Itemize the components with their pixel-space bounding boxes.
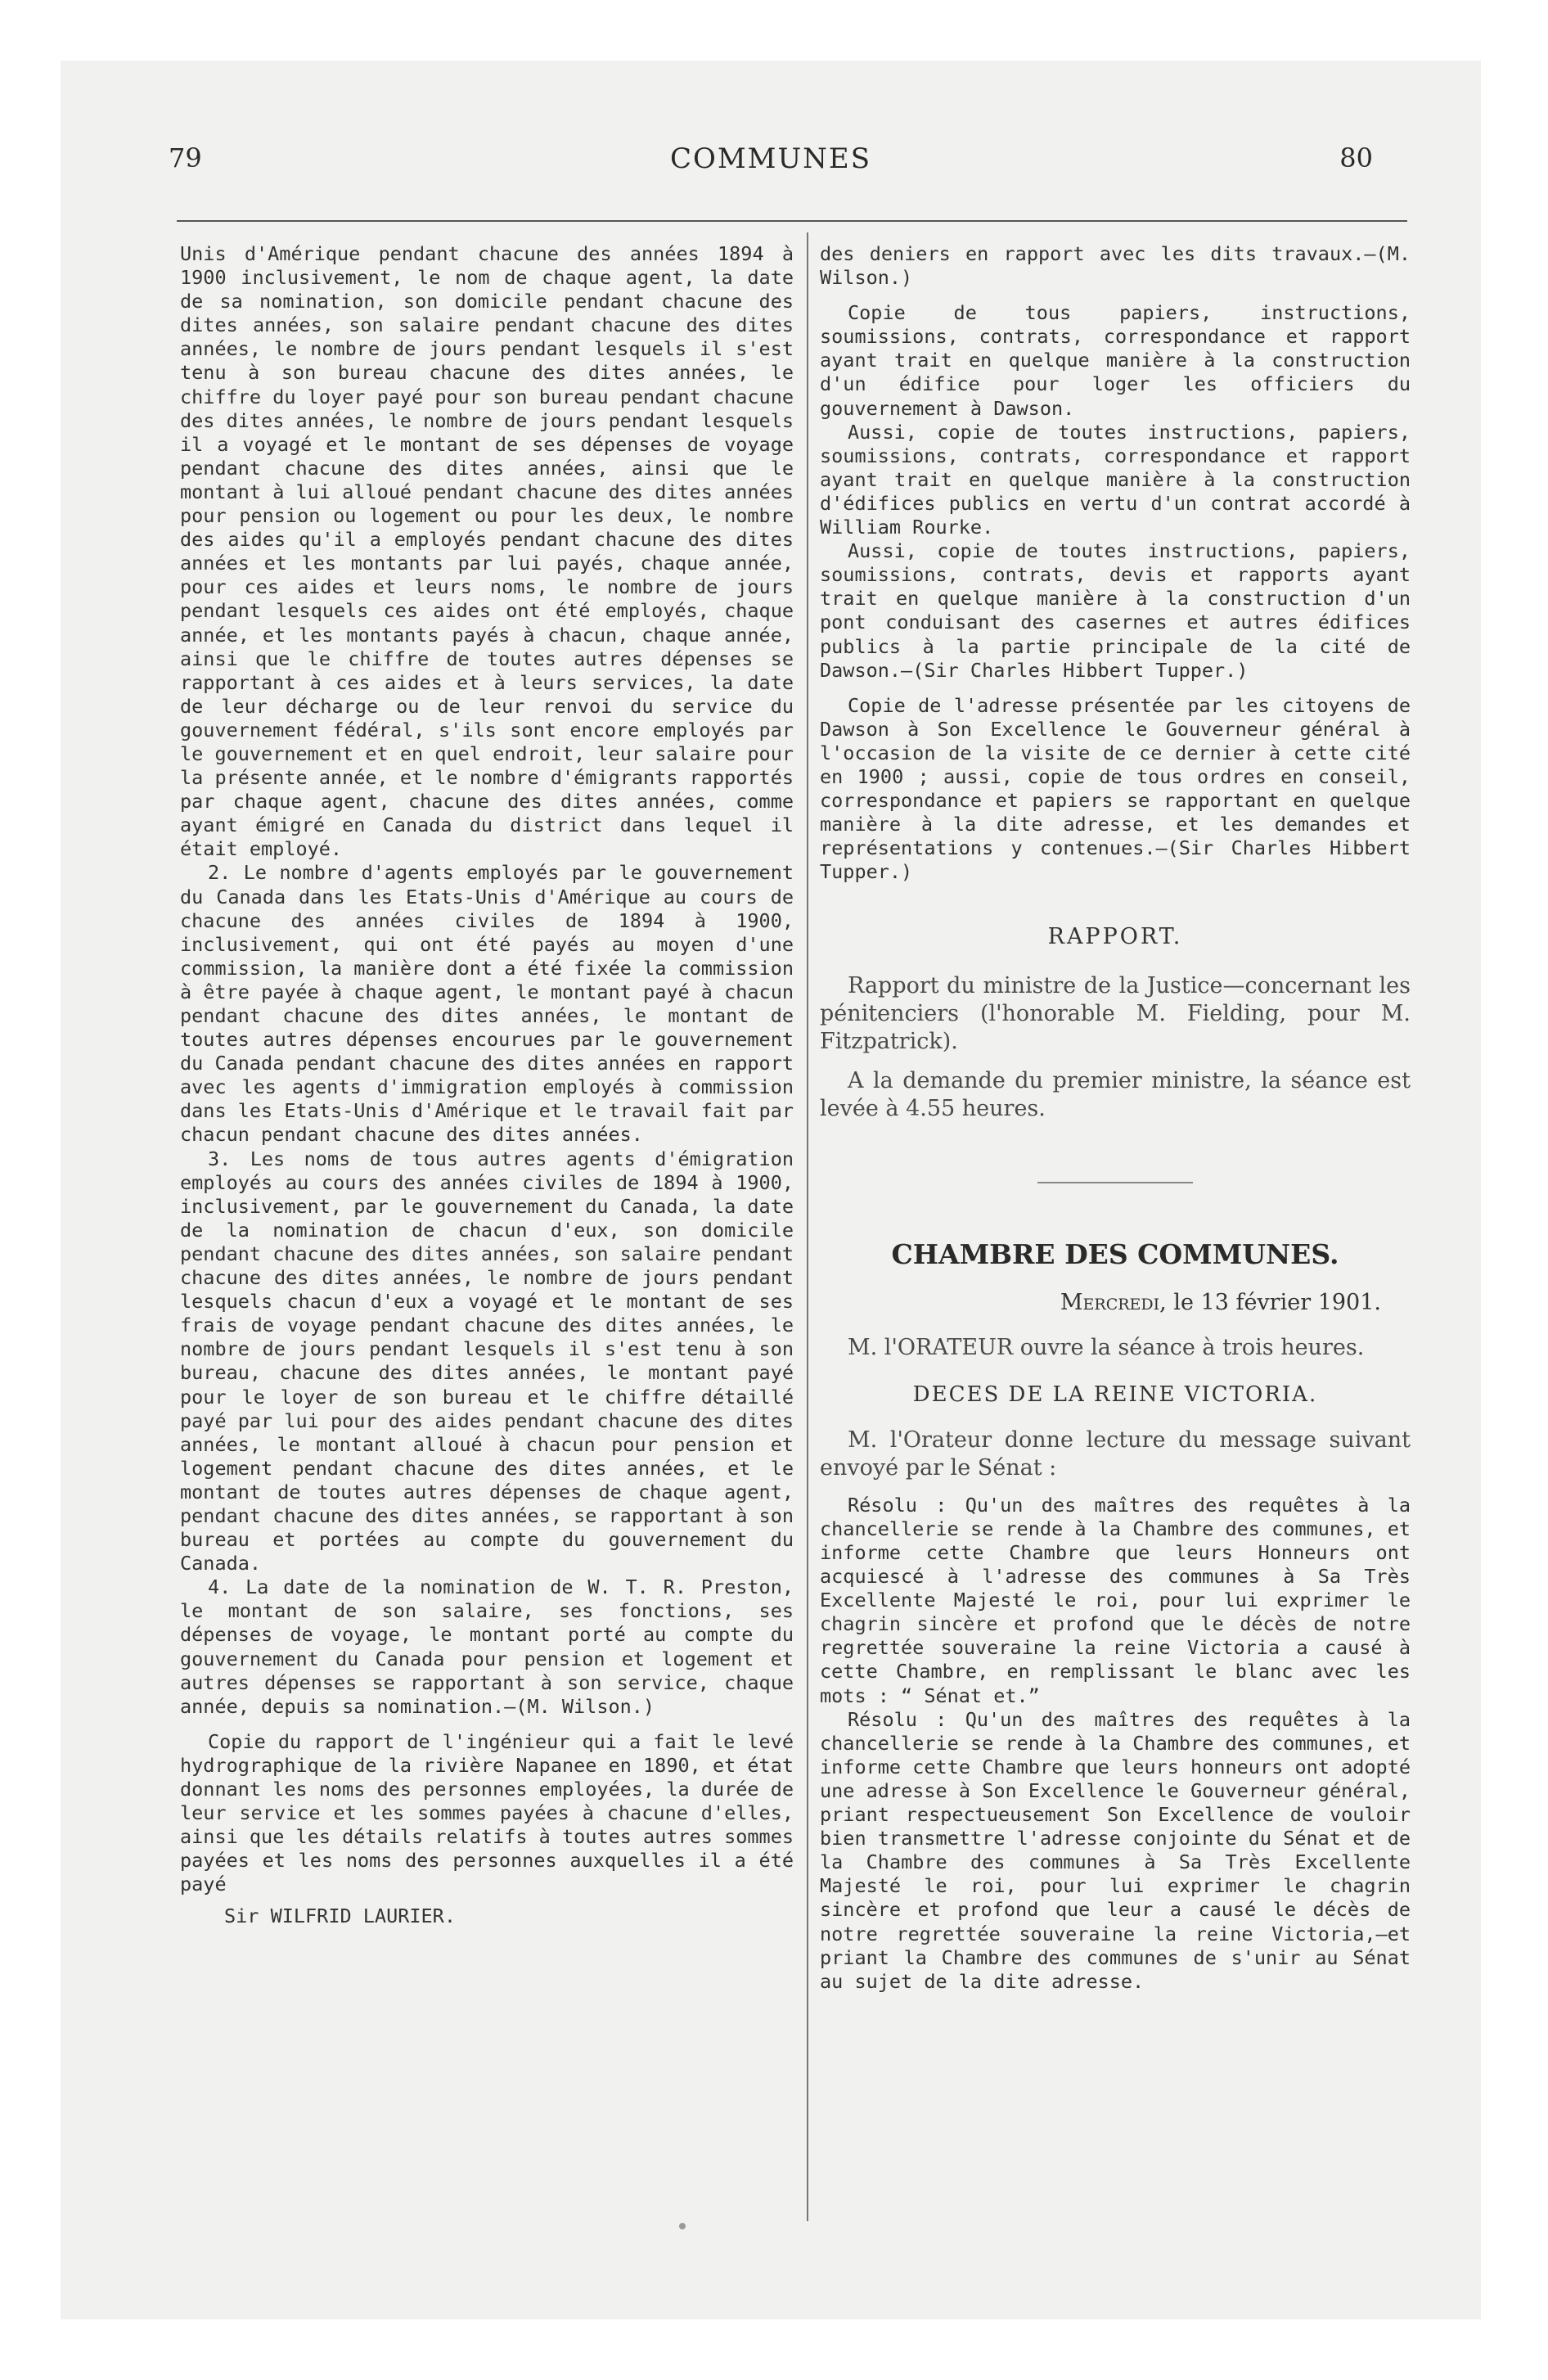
column-divider [807, 232, 808, 2221]
sitting-day: Mercredi [1060, 1289, 1160, 1315]
paragraph: Copie de tous papiers, instructions, soumissions, contrats, correspondance et rapport ayant trait en quelque manière à la construction d'un édifice pour loger les officiers du gouvernement à Dawson. [820, 301, 1411, 420]
rapport-text: Rapport du ministre de la Justice—concernant les pénitenciers (l'honorable M. Fielding, pour M. Fitzpatrick). [820, 972, 1411, 1054]
resolution-paragraph: Résolu : Qu'un des maîtres des requêtes à la chancellerie se rende à la Chambre des communes, et informe cette Chambre que leurs Honneurs ont acquiescé à l'adresse des communes à Sa Très Excellente Majesté le roi, pour lui exprimer le chagrin sincère et profond que le décès de notre regrettée souveraine la reine Victoria a causé à cette Chambre, en remplissant le blanc avec les mots : “ Sénat et.” [820, 1493, 1411, 1707]
right-column [820, 242, 1411, 1994]
sitting-date-rest: , le 13 février 1901. [1159, 1289, 1381, 1315]
chamber-heading: CHAMBRE DES COMMUNES. [891, 1237, 1339, 1270]
rapport-heading: RAPPORT. [1047, 924, 1183, 950]
paragraph: Aussi, copie de toutes instructions, papiers, soumissions, contrats, correspondance et rapport ayant trait en quelque manière à la construction d'édifices publics en vertu d'un contrat accordé à William Rourke. [820, 420, 1411, 539]
message-intro: M. l'Orateur donne lecture du message suivant envoyé par le Sénat : [820, 1427, 1411, 1481]
running-head: COMMUNES [669, 142, 872, 175]
paragraph: Unis d'Amérique pendant chacune des années 1894 à 1900 inclusivement, le nom de chaque agent, la date de sa nomination, son domicile pendant chacune des dites années, son salaire pendant chacune des dites années, le nombre de jours pendant lesquels il s'est tenu à son bureau chacune des dites années, le chiffre du loyer payé pour son bureau pendant chacune des dites années, le nombre de jours pendant lesquels il a voyagé et le montant de ses dépenses de voyage pendant chacune des dites années, ainsi que le montant à lui alloué pendant chacune des dites années pour pension ou logement ou pour les deux, le nombre des aides qu'il a employés pendant chacune des dites années et les montants par lui payés, chaque année, pour ces aides et leurs noms, le nombre de jours pendant lesquels ces aides ont été employés, chaque année, et les montants payés à chacun, chaque année, ainsi que le chiffre de toutes autres dépenses se rapportant à ces aides et à leurs services, la date de leur décharge ou de leur renvoi du service du gouvernement fédéral, s'ils sont encore employés par le gouvernement et en quel endroit, leur salaire pour la présente année, et le nombre d'émigrants rapportés par chaque agent, chacune des dites années, comme ayant émigré en Canada du district dans lequel il était employé. [180, 242, 794, 861]
paragraph: des deniers en rapport avec les dits travaux.—(M. Wilson.) [820, 242, 1411, 290]
page-number-right: 80 [1339, 142, 1373, 174]
page-header [61, 142, 1481, 192]
paragraph: Copie du rapport de l'ingénieur qui a fait le levé hydrographique de la rivière Napanee en 1890, et état donnant les noms des personnes employées, la durée de leur service et les sommes payées à chacune d'elles, ainsi que les détails relatifs à toutes autres sommes payées et les noms des personnes auxquelles il a été payé [180, 1729, 794, 1896]
left-column [180, 242, 794, 1929]
resolution-paragraph: Résolu : Qu'un des maîtres des requêtes à la chancellerie se rende à la Chambre des communes, et informe cette Chambre que leurs honneurs ont adopté une adresse à Son Excellence le Gouverneur général, priant respectueusement Son Excellence de vouloir bien transmettre l'adresse conjointe du Sénat et de la Chambre des communes à Sa Très Excellente Majesté le roi, pour lui exprimer le chagrin sincère et profond que leur a causé le décès de notre regrettée souveraine la reine Victoria,—et priant la Chambre des communes de s'unir au Sénat au sujet de la dite adresse. [820, 1707, 1411, 1993]
paragraph: 4. La date de la nomination de W. T. R. Preston, le montant de son salaire, ses fonctions, ses dépenses de voyage, le montant porté au compte du gouvernement du Canada pour pension et logement et autres dépenses se rapportant à son service, chaque année, depuis sa nomination.—(M. Wilson.) [180, 1575, 794, 1718]
scanned-page [61, 61, 1481, 2319]
deces-heading: DECES DE LA REINE VICTORIA. [912, 1382, 1318, 1407]
paragraph: Copie de l'adresse présentée par les citoyens de Dawson à Son Excellence le Gouverneur général à l'occasion de la visite de ce dernier à cette cité en 1900 ; aussi, copie de tous ordres en conseil, correspondance et papiers se rapportant en quelque manière à la dite adresse, et les demandes et représentations y contenues.—(Sir Charles Hibbert Tupper.) [820, 693, 1411, 884]
header-rule [177, 220, 1407, 222]
adjournment-text: A la demande du premier ministre, la séance est levée à 4.55 heures. [820, 1067, 1411, 1121]
paragraph: Aussi, copie de toutes instructions, papiers, soumissions, contrats, devis et rapports ayant trait en quelque manière à la construction d'un pont conduisant des casernes et autres édifices publics à la partie principale de la cité de Dawson.—(Sir Charles Hibbert Tupper.) [820, 539, 1411, 682]
orateur-text: M. l'ORATEUR ouvre la séance à trois heures. [848, 1334, 1365, 1360]
section-rule [1037, 1182, 1193, 1183]
page-number-left: 79 [169, 142, 202, 174]
signature: Sir WILFRID LAURIER. [224, 1904, 456, 1928]
paragraph: 3. Les noms de tous autres agents d'émigration employés au cours des années civiles de 1894 à 1900, inclusivement, par le gouvernement du Canada, la date de la nomination de chacun d'eux, son domicile pendant chacune des dites années, son salaire pendant chacune des dites années, le nombre de jours pendant lesquels chacun d'eux a voyagé et le montant de ses frais de voyage pendant chacune des dites années, le nombre de jours pendant lesquels il s'est tenu à son bureau, chacune des dites années, le montant payé pour le loyer de son bureau et le chiffre détaillé payé par lui pour des aides pendant chacune des dites années, le montant alloué à chacun pour pension et logement pendant chacune des dites années, et le montant de toutes autres dépenses de chaque agent, pendant chacune des dites années, se rapportant à son bureau et portées au compte du gouvernement du Canada. [180, 1147, 794, 1575]
scan-speck [679, 2223, 686, 2229]
sitting-date [820, 1291, 1411, 1314]
paragraph: 2. Le nombre d'agents employés par le gouvernement du Canada dans les Etats-Unis d'Amérique au cours de chacune des années civiles de 1894 à 1900, inclusivement, qui ont été payés au moyen d'une commission, la manière dont a été fixée la commission à être payée à chaque agent, le montant payé à chacun pendant chacune des dites années, le montant de toutes autres dépenses encourues par le gouvernement du Canada pendant chacune des dites années en rapport avec les agents d'immigration employés à commission dans les Etats-Unis d'Amérique et le travail fait par chacun pendant chacune des dites années. [180, 861, 794, 1147]
